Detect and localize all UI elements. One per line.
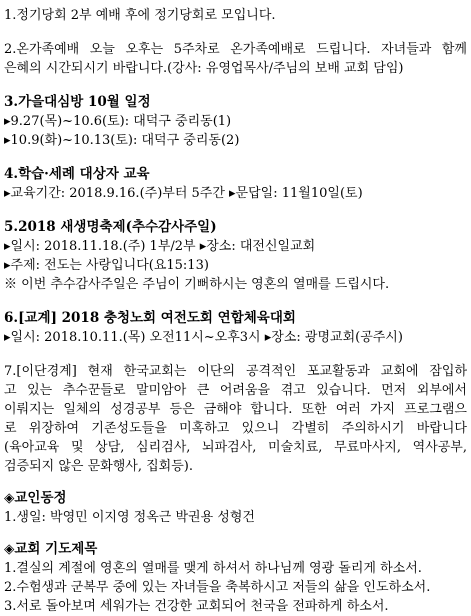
announcement-7-line-2: 고 있는 추수꾼들로 말미암아 큰 어려움을 겪고 있습니다. 먼저 외부에서	[4, 383, 467, 398]
member-news-birthdays: 1.생일: 박영민 이지영 정옥근 박권용 성형건	[4, 510, 255, 525]
announcement-5-note: ※ 이번 추수감사주일은 주님이 기뻐하시는 영혼의 열매를 드립시다.	[4, 277, 390, 292]
announcement-5-item-2: ▸주제: 전도는 사랑입니다(요15:13)	[4, 258, 209, 273]
announcement-7-line-3: 이뤄지는 일체의 성경공부 등은 금해야 합니다. 또한 여러 가지 프로그램으	[4, 402, 467, 417]
announcement-5-item-1: ▸일시: 2018.11.18.(주) 1부/2부 ▸장소: 대전신일교회	[4, 239, 316, 254]
announcement-3-item-1: ▸9.27(목)~10.6(토): 대덕구 중리동(1)	[4, 114, 232, 129]
announcement-3-item-2: ▸10.9(화)~10.13(토): 대덕구 중리동(2)	[4, 133, 240, 148]
announcement-7-line-6: 검증되지 않은 문화행사, 집회등).	[4, 459, 193, 474]
announcement-7-line-1: 7.[이단경계] 현재 한국교회는 이단의 공격적인 포교활동과 교회에 잠입하	[4, 364, 467, 379]
announcement-7-line-5: (육아교육 및 상담, 심리검사, 뇌파검사, 미술치료, 무료마사지, 역사공부,	[4, 440, 467, 455]
prayer-topics-title: ◈교회 기도제목	[4, 541, 98, 557]
announcement-4-title: 4.학습·세례 대상자 교육	[4, 166, 150, 182]
announcement-6-title: 6.[교계] 2018 충청노회 여전도회 연합체육대회	[4, 310, 296, 326]
prayer-topic-2: 2.수험생과 군복무 중에 있는 자녀들을 축복하시고 저들의 삶을 인도하소서.	[4, 580, 431, 595]
prayer-topic-1: 1.결실의 계절에 영혼의 열매를 맺게 하셔서 하나님께 영광 돌리게 하소서.	[4, 561, 422, 576]
announcement-1: 1.정기당회 2부 예배 후에 정기당회로 모입니다.	[4, 8, 276, 23]
announcement-2-line-1: 2.온가족예배 오늘 오후는 5주차로 온가족예배로 드립니다. 자녀들과 함께	[4, 42, 467, 57]
member-news-title: ◈교인동정	[4, 490, 67, 506]
announcement-5-title: 5.2018 새생명축제(추수감사주일)	[4, 219, 217, 235]
announcement-6-item-1: ▸일시: 2018.10.11.(목) 오전11시~오후3시 ▸장소: 광명교회(공주시)	[4, 330, 403, 345]
announcement-2-line-2: 은혜의 시간되시기 바랍니다.(강사: 유영업목사/주님의 보배 교회 담임)	[4, 61, 404, 76]
announcement-3-title: 3.가을대심방 10월 일정	[4, 94, 151, 110]
announcement-7-line-4: 로 위장하여 기존성도들을 미혹하고 있으니 각별히 주의하시기 바랍니다	[4, 421, 467, 436]
prayer-topic-3: 3.서로 돌아보며 세워가는 건강한 교회되어 천국을 전파하게 하소서.	[4, 599, 389, 614]
announcement-4-item-1: ▸교육기간: 2018.9.16.(주)부터 5주간 ▸문답일: 11월10일(토)	[4, 186, 363, 201]
